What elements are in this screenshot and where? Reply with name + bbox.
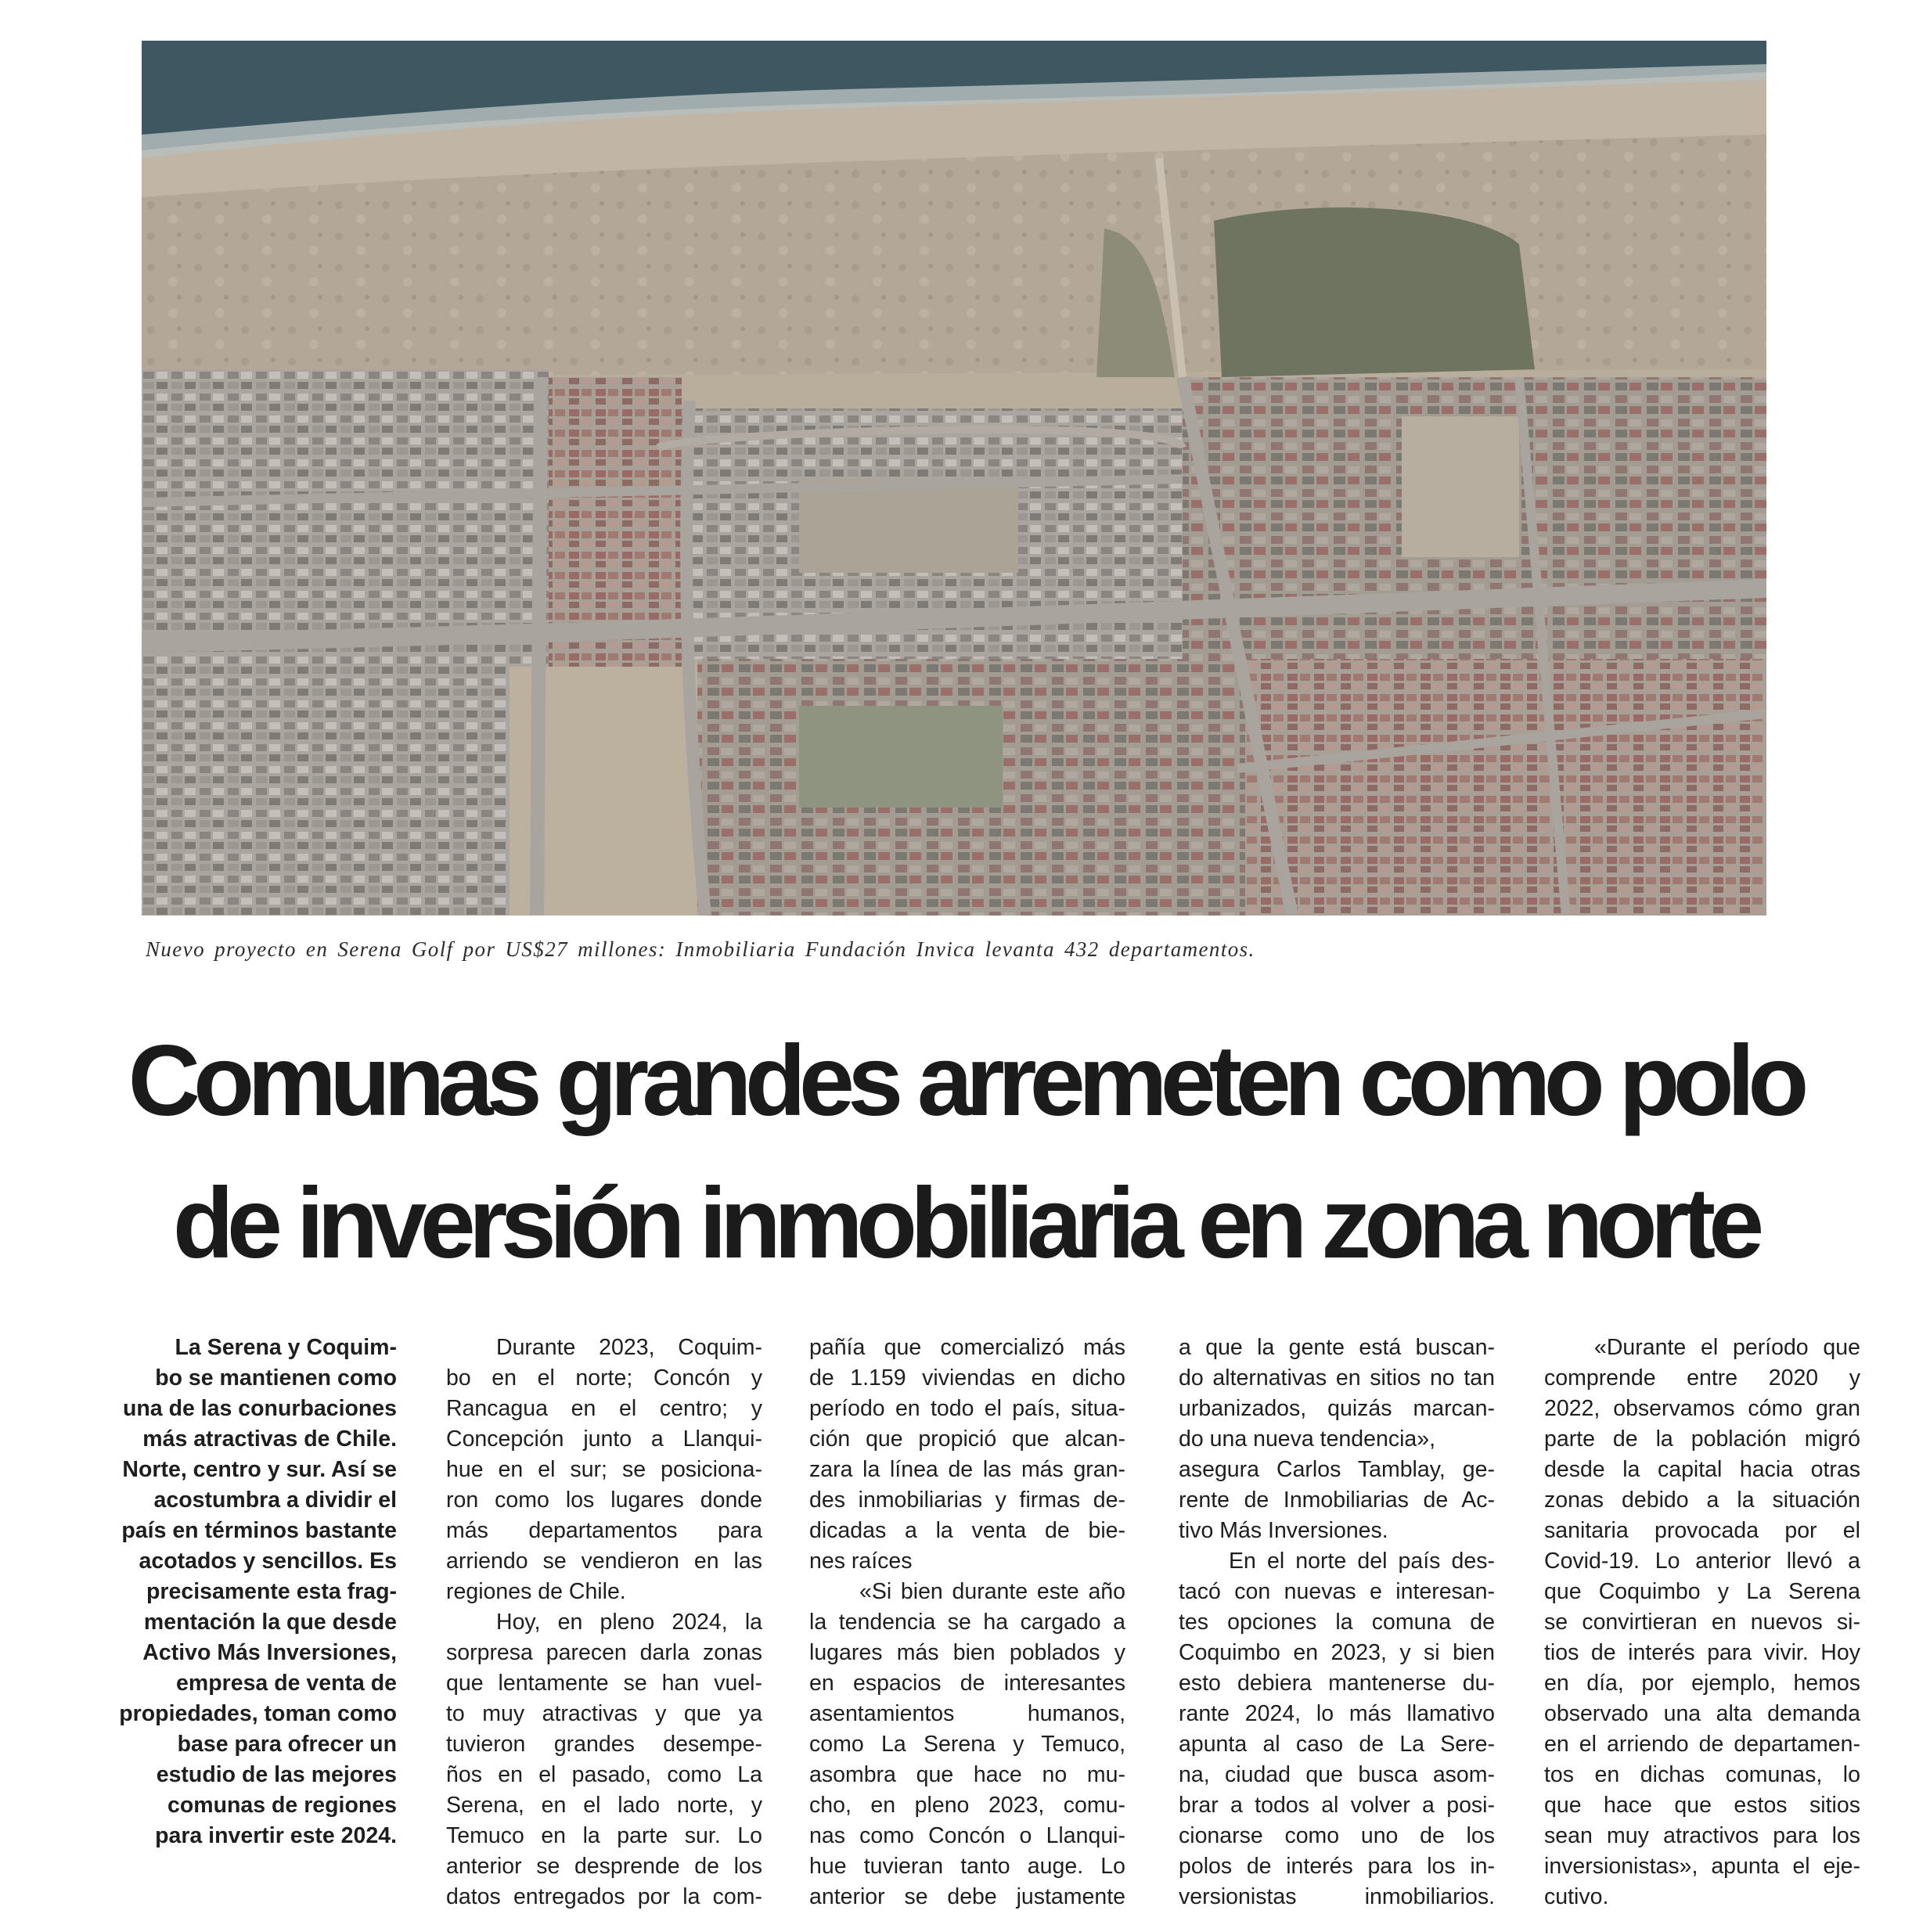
text-line: na, ciudad que busca asom- bbox=[1179, 1762, 1495, 1787]
text-line: acostumbra a dividir el bbox=[153, 1488, 397, 1513]
text-line: bo se mantienen como bbox=[155, 1365, 397, 1391]
text-line: sorpresa parecen darla zonas bbox=[446, 1640, 762, 1665]
text-line: des inmobiliarias y firmas de- bbox=[809, 1488, 1125, 1513]
text-line: regiones de Chile. bbox=[446, 1579, 626, 1604]
text-line: anterior se debe justamente bbox=[809, 1884, 1125, 1909]
text-line: de 1.159 viviendas en dicho bbox=[809, 1365, 1125, 1391]
text-line: la tendencia se ha cargado a bbox=[809, 1610, 1125, 1635]
text-line: en espacios de interesantes bbox=[809, 1671, 1125, 1696]
text-line: La Serena y Coquim- bbox=[175, 1335, 397, 1360]
text-line: que hace que estos sitios bbox=[1544, 1793, 1860, 1818]
text-line: do alternativas en sitios no tan bbox=[1179, 1365, 1495, 1391]
text-line: propiedades, toman como bbox=[119, 1701, 397, 1726]
text-line: en el arriendo de departamen- bbox=[1544, 1732, 1860, 1757]
text-line: Norte, centro y sur. Así se bbox=[122, 1457, 397, 1482]
text-line: que lentamente se han vuel- bbox=[446, 1671, 762, 1696]
text-line: do una nueva tendencia», bbox=[1179, 1427, 1436, 1452]
text-line: dicadas a la venta de bie- bbox=[809, 1518, 1125, 1543]
text-line: estudio de las mejores bbox=[156, 1762, 397, 1787]
text-line: asegura Carlos Tamblay, ge- bbox=[1179, 1457, 1495, 1482]
text-line: en día, por ejemplo, hemos bbox=[1544, 1671, 1860, 1696]
text-line: urbanizados, quizás marcan- bbox=[1179, 1396, 1495, 1421]
text-line: Durante 2023, Coquim- bbox=[496, 1335, 762, 1360]
text-line: polos de interés para los in- bbox=[1179, 1854, 1495, 1879]
body-column-2 bbox=[446, 1333, 762, 1912]
text-line: En el norte del país des- bbox=[1229, 1549, 1495, 1574]
text-line: parte de la población migró bbox=[1544, 1427, 1860, 1452]
text-line: arriendo se vendieron en las bbox=[446, 1549, 762, 1574]
text-line: zonas debido a la situación bbox=[1544, 1488, 1860, 1513]
text-line: cutivo. bbox=[1544, 1884, 1609, 1909]
text-line: tos en dichas comunas, lo bbox=[1544, 1762, 1860, 1787]
text-line: acotados y sencillos. Es bbox=[139, 1549, 397, 1574]
headline-line-1: Comunas grandes arremeten como polo bbox=[128, 1025, 1802, 1137]
body-column-4 bbox=[1179, 1333, 1495, 1912]
text-line: como La Serena y Temuco, bbox=[809, 1732, 1125, 1757]
text-line: asombra que hace no mu- bbox=[809, 1762, 1125, 1787]
body-column-5 bbox=[1544, 1333, 1860, 1912]
text-line: tacó con nuevas e interesan- bbox=[1179, 1579, 1495, 1604]
text-line: comprende entre 2020 y bbox=[1544, 1365, 1860, 1391]
text-line: apunta al caso de La Sere- bbox=[1179, 1732, 1495, 1757]
text-line: «Si bien durante este año bbox=[859, 1579, 1125, 1604]
text-line: país en términos bastante bbox=[121, 1518, 397, 1543]
text-line: to muy atractivas y que ya bbox=[446, 1701, 762, 1726]
text-line: inversionistas», apunta el eje- bbox=[1544, 1854, 1860, 1879]
text-line: lugares más bien poblados y bbox=[809, 1640, 1125, 1665]
text-line: nes raíces bbox=[809, 1549, 913, 1574]
text-line: sanitaria provocada por el bbox=[1544, 1518, 1860, 1543]
text-line: rante 2024, lo más llamativo bbox=[1179, 1701, 1495, 1726]
text-line: «Durante el período que bbox=[1594, 1335, 1860, 1360]
text-line: anterior se desprende de los bbox=[446, 1854, 762, 1879]
text-line: hue en el sur; se posiciona- bbox=[446, 1457, 762, 1482]
text-line: Hoy, en pleno 2024, la bbox=[496, 1610, 762, 1635]
text-line: observado una alta demanda bbox=[1544, 1701, 1860, 1726]
text-line: a que la gente está buscan- bbox=[1179, 1335, 1495, 1360]
text-line: ron como los lugares donde bbox=[446, 1488, 762, 1513]
text-line: ños en el pasado, como La bbox=[446, 1762, 762, 1787]
text-line: rente de Inmobiliarias de Ac- bbox=[1179, 1488, 1495, 1513]
text-line: tes opciones la comuna de bbox=[1179, 1610, 1495, 1635]
text-line: tivo Más Inversiones. bbox=[1179, 1518, 1388, 1543]
text-line: comunas de regiones bbox=[167, 1793, 397, 1818]
text-line: asentamientos humanos, bbox=[809, 1701, 1125, 1726]
text-line: precisamente esta frag- bbox=[146, 1579, 397, 1604]
text-line: hue tuvieran tanto auge. Lo bbox=[809, 1854, 1125, 1879]
text-line: que Coquimbo y La Serena bbox=[1544, 1579, 1860, 1604]
text-line: más departamentos para bbox=[446, 1518, 762, 1543]
text-line: Serena, en el lado norte, y bbox=[446, 1793, 762, 1818]
text-line: versionistas inmobiliarios. bbox=[1179, 1884, 1495, 1909]
text-line: Activo Más Inversiones, bbox=[142, 1640, 397, 1665]
text-line: datos entregados por la com- bbox=[446, 1884, 762, 1909]
text-line: 2022, observamos cómo gran bbox=[1544, 1396, 1860, 1421]
text-line: tuvieron grandes desempe- bbox=[446, 1732, 762, 1757]
text-line: para invertir este 2024. bbox=[155, 1823, 397, 1848]
text-line: más atractivas de Chile. bbox=[142, 1427, 397, 1452]
text-line: Covid-19. Lo anterior llevó a bbox=[1544, 1549, 1860, 1574]
text-line: mentación la que desde bbox=[143, 1610, 397, 1635]
text-line: ción que propició que alcan- bbox=[809, 1427, 1125, 1452]
aerial-photo-graphic bbox=[142, 41, 1766, 916]
text-line: tios de interés para vivir. Hoy bbox=[1544, 1640, 1860, 1665]
text-line: esto debiera mantenerse du- bbox=[1179, 1671, 1495, 1696]
text-line: desde la capital hacia otras bbox=[1544, 1457, 1860, 1482]
text-line: cionarse como uno de los bbox=[1179, 1823, 1495, 1848]
text-line: pañía que comercializó más bbox=[809, 1335, 1125, 1360]
text-line: brar a todos al volver a posi- bbox=[1179, 1793, 1495, 1818]
text-line: bo en el norte; Concón y bbox=[446, 1365, 762, 1391]
aerial-photo bbox=[142, 41, 1766, 916]
text-line: período en todo el país, situa- bbox=[809, 1396, 1125, 1421]
photo-caption: Nuevo proyecto en Serena Golf por US$27 millones: Inmobiliaria Fundación Invica levanta 432 departamentos. bbox=[146, 937, 1255, 961]
text-line: nas como Concón o Llanqui- bbox=[809, 1823, 1125, 1848]
text-line: Rancagua en el centro; y bbox=[446, 1396, 762, 1421]
text-line: sean muy atractivos para los bbox=[1544, 1823, 1860, 1848]
text-line: cho, en pleno 2023, comu- bbox=[809, 1793, 1125, 1818]
body-column-3 bbox=[809, 1333, 1125, 1912]
headline-line-2: de inversión inmobiliaria en zona norte bbox=[172, 1167, 1758, 1279]
lead-column bbox=[81, 1333, 397, 1851]
text-line: una de las conurbaciones bbox=[122, 1396, 397, 1421]
text-line: base para ofrecer un bbox=[177, 1732, 397, 1757]
text-line: se convirtieran en nuevos si- bbox=[1544, 1610, 1860, 1635]
text-line: zara la línea de las más gran- bbox=[809, 1457, 1125, 1482]
text-line: empresa de venta de bbox=[176, 1671, 397, 1696]
text-line: Temuco en la parte sur. Lo bbox=[446, 1823, 762, 1848]
text-line: Concepción junto a Llanqui- bbox=[446, 1427, 762, 1452]
text-line: Coquimbo en 2023, y si bien bbox=[1179, 1640, 1495, 1665]
